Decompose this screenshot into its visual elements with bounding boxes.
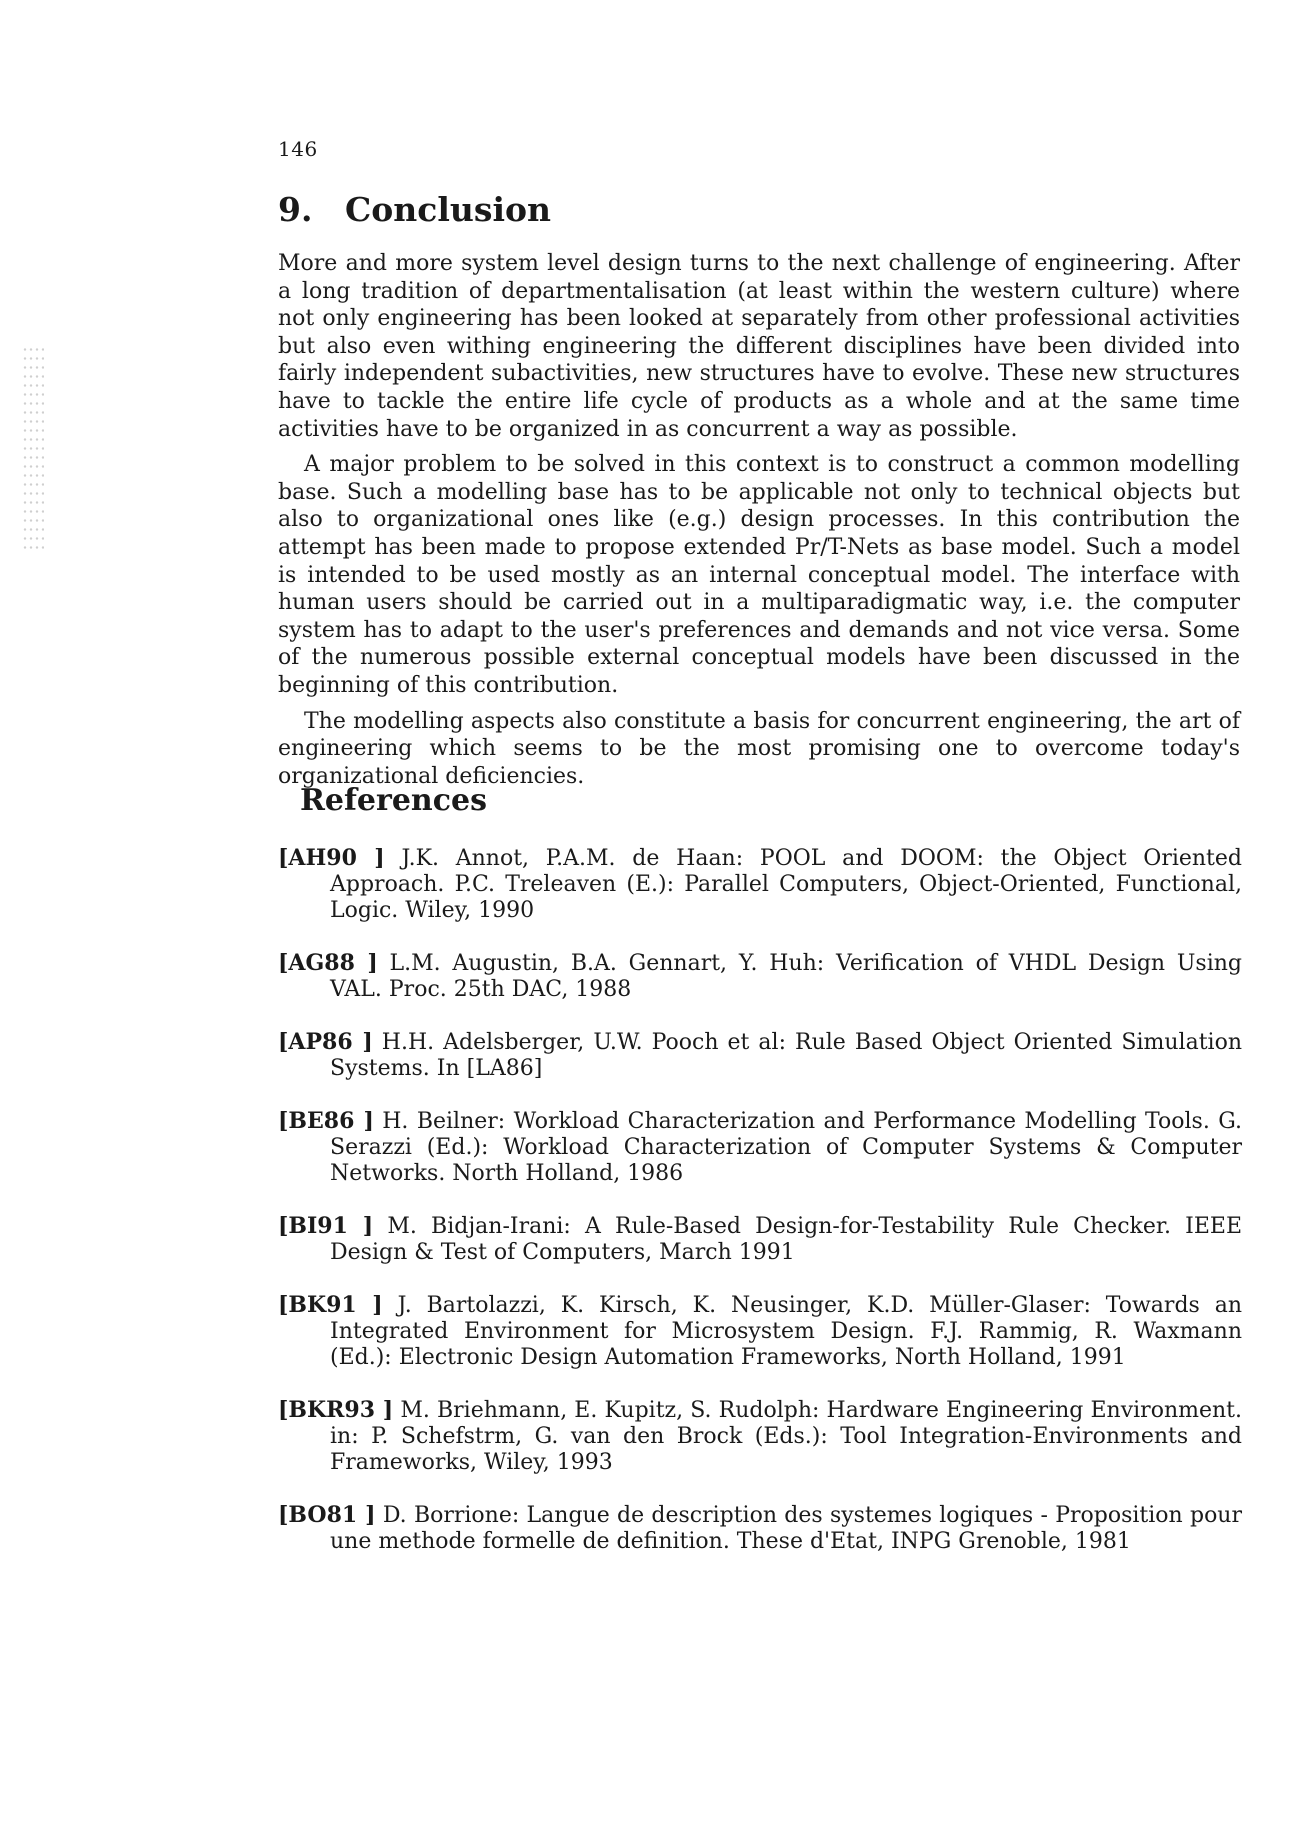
reference-key: [AH90 ] (278, 845, 385, 871)
references-heading: References (300, 783, 487, 818)
reference-text: M. Briehmann, E. Kupitz, S. Rudolph: Hardware Engineering Environment. in: P. Schefstrm, G. van den Brock (Eds.): Tool Integration-Environments and Frameworks, Wiley, 1993 (330, 1398, 1243, 1475)
reference-text: J.K. Annot, P.A.M. de Haan: POOL and DOOM: the Object Oriented Approach. P.C. Treleaven (E.): Parallel Computers, Object-Oriented, Functional, Logic. Wiley, 1990 (330, 846, 1243, 923)
reference-text: H. Beilner: Workload Characterization and Performance Modelling Tools. G. Serazzi (Ed.): Workload Characterization of Computer Systems & Computer Networks. North Holland, 1986 (330, 1109, 1242, 1186)
reference-entry (278, 1108, 1242, 1187)
reference-text: H.H. Adelsberger, U.W. Pooch et al: Rule Based Object Oriented Simulation Systems. In [LA86] (330, 1030, 1242, 1081)
reference-key: [BE86 ] (278, 1108, 374, 1134)
page-number: 146 (278, 137, 318, 161)
reference-text: L.M. Augustin, B.A. Gennart, Y. Huh: Verification of VHDL Design Using VAL. Proc. 25th DAC, 1988 (330, 951, 1242, 1002)
reference-entry (278, 1029, 1242, 1082)
paragraph: The modelling aspects also constitute a basis for concurrent engineering, the art of engineering which seems to be the most promising one to overcome today's organizational deficiencies. (278, 708, 1240, 789)
references-list (278, 845, 1242, 1581)
reference-key: [AP86 ] (278, 1029, 373, 1055)
reference-key: [BO81 ] (278, 1502, 376, 1528)
reference-entry (278, 1397, 1242, 1476)
reference-key: [AG88 ] (278, 950, 378, 976)
reference-entry (278, 950, 1242, 1003)
section-number: 9. (278, 190, 313, 229)
section-title: Conclusion (345, 190, 552, 229)
reference-text: D. Borrione: Langue de description des systemes logiques - Proposition pour une methode formelle de definition. These d'Etat, INPG Grenoble, 1981 (330, 1503, 1242, 1554)
reference-entry (278, 1502, 1242, 1555)
scan-margin-artifact (22, 345, 44, 555)
paragraph: More and more system level design turns to the next challenge of engineering. After a long tradition of departmentalisation (at least within the western culture) where not only engineering has been looked at separately from other professional activities but also even withing engineering the different disciplines have been divided into fairly independent subactivities, new structures have to evolve. These new structures have to tackle the entire life cycle of products as a whole and at the same time activities have to be organized in as concurrent a way as possible. (278, 251, 1240, 442)
reference-key: [BK91 ] (278, 1292, 383, 1318)
reference-entry (278, 1213, 1242, 1266)
reference-key: [BKR93 ] (278, 1397, 394, 1423)
reference-text: M. Bidjan-Irani: A Rule-Based Design-for-Testability Rule Checker. IEEE Design & Test of Computers, March 1991 (330, 1214, 1243, 1265)
reference-text: J. Bartolazzi, K. Kirsch, K. Neusinger, K.D. Müller-Glaser: Towards an Integrated Environment for Microsystem Design. F.J. Rammig, R. Waxmann (Ed.): Electronic Design Automation Frameworks, North Holland, 1991 (330, 1293, 1242, 1370)
section-heading (278, 190, 551, 229)
reference-key: [BI91 ] (278, 1213, 374, 1239)
reference-entry (278, 1292, 1242, 1371)
paragraph: A major problem to be solved in this context is to construct a common modelling base. Such a modelling base has to be applicable not only to technical objects but also to organizational ones like (e.g.) design processes. In this contribution the attempt has been made to propose extended Pr/T-Nets as base model. Such a model is intended to be used mostly as an internal conceptual model. The interface with human users should be carried out in a multiparadigmatic way, i.e. the computer system has to adapt to the user's preferences and demands and not vice versa. Some of the numerous possible external conceptual models have been discussed in the beginning of this contribution. (278, 452, 1240, 698)
reference-entry (278, 845, 1242, 924)
conclusion-body (278, 250, 1240, 798)
